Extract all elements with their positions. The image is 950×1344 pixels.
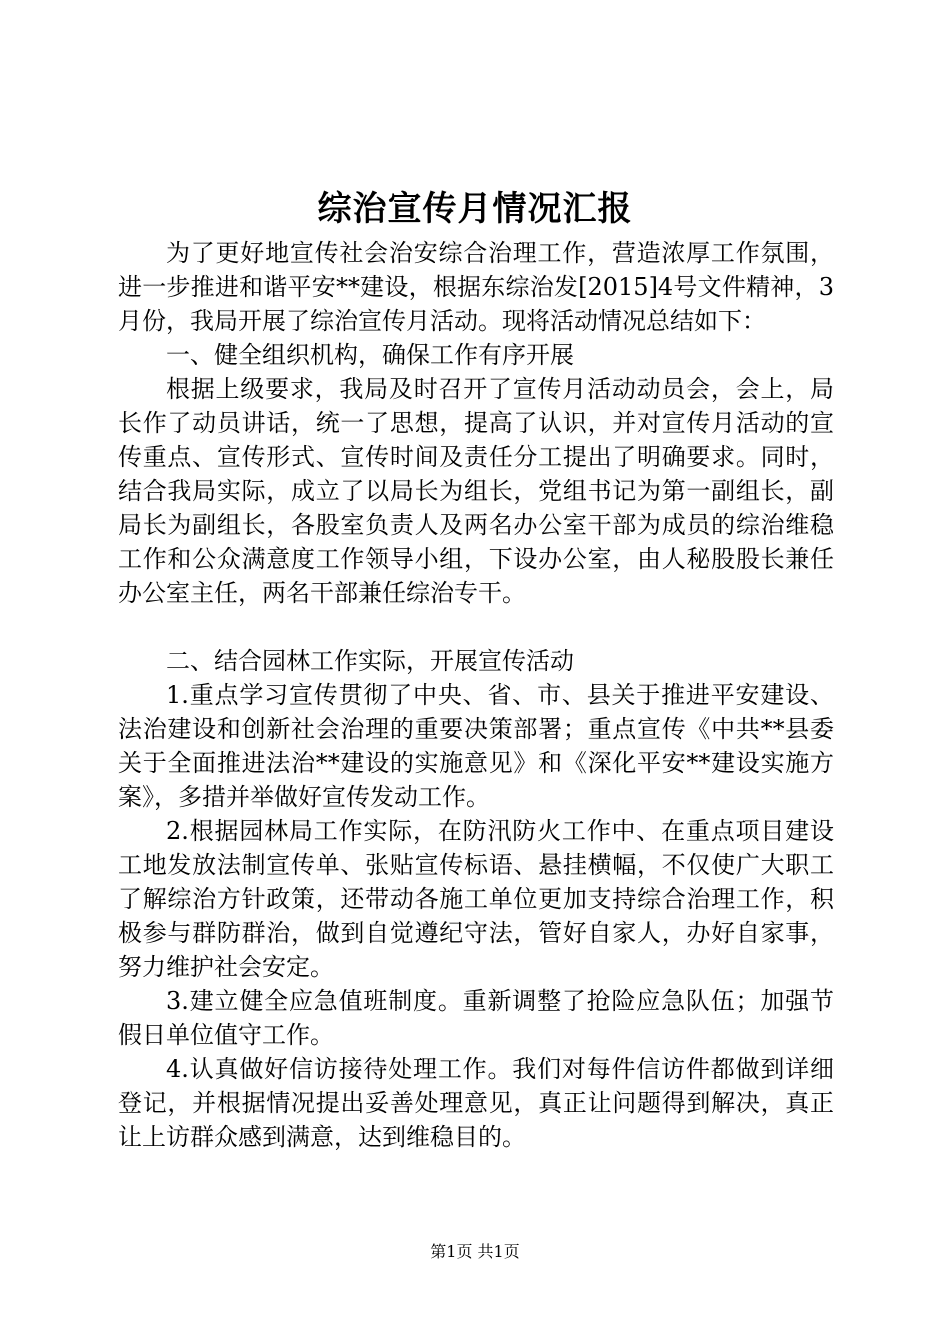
section-heading-1: 一、健全组织机构，确保工作有序开展 xyxy=(166,341,574,369)
section-1-paragraph: 根据上级要求，我局及时召开了宣传月活动动员会，会上，局长作了动员讲话，统一了思想，提高了认识，并对宣传月活动的宣传重点、宣传形式、宣传时间及责任分工提出了明确要求。同时，结合我局实际，成立了以局长为组长，党组书记为第一副组长，副局长为副组长，各股室负责人及两名办公室干部为成员的综治维稳工作和公众满意度工作领导小组，下设办公室，由人秘股股长兼任办公室主任，两名干部兼任综治专干。 xyxy=(118,375,834,607)
section-heading-2: 二、结合园林工作实际，开展宣传活动 xyxy=(166,647,574,675)
intro-paragraph: 为了更好地宣传社会治安综合治理工作，营造浓厚工作氛围，进一步推进和谐平安**建设，根据东综治发[2015]4号文件精神，3月份，我局开展了综治宣传月活动。现将活动情况总结如下： xyxy=(118,239,834,335)
item-3-paragraph: 3.建立健全应急值班制度。重新调整了抢险应急队伍；加强节假日单位值守工作。 xyxy=(118,987,834,1049)
document-title: 综治宣传月情况汇报 xyxy=(317,189,633,229)
page-number-footer: 第1页 共1页 xyxy=(430,1242,520,1261)
document-body xyxy=(118,236,834,1154)
item-4-paragraph: 4.认真做好信访接待处理工作。我们对每件信访件都做到详细登记，并根据情况提出妥善处理意见，真正让问题得到解决，真正让上访群众感到满意，达到维稳目的。 xyxy=(118,1055,834,1151)
item-1-paragraph: 1.重点学习宣传贯彻了中央、省、市、县关于推进平安建设、法治建设和创新社会治理的重要决策部署；重点宣传《中共**县委关于全面推进法治**建设的实施意见》和《深化平安**建设实施方案》，多措并举做好宣传发动工作。 xyxy=(118,681,834,811)
item-2-paragraph: 2.根据园林局工作实际，在防汛防火工作中、在重点项目建设工地发放法制宣传单、张贴宣传标语、悬挂横幅，不仅使广大职工了解综治方针政策，还带动各施工单位更加支持综合治理工作，积极参与群防群治，做到自觉遵纪守法，管好自家人，办好自家事，努力维护社会安定。 xyxy=(118,817,834,981)
